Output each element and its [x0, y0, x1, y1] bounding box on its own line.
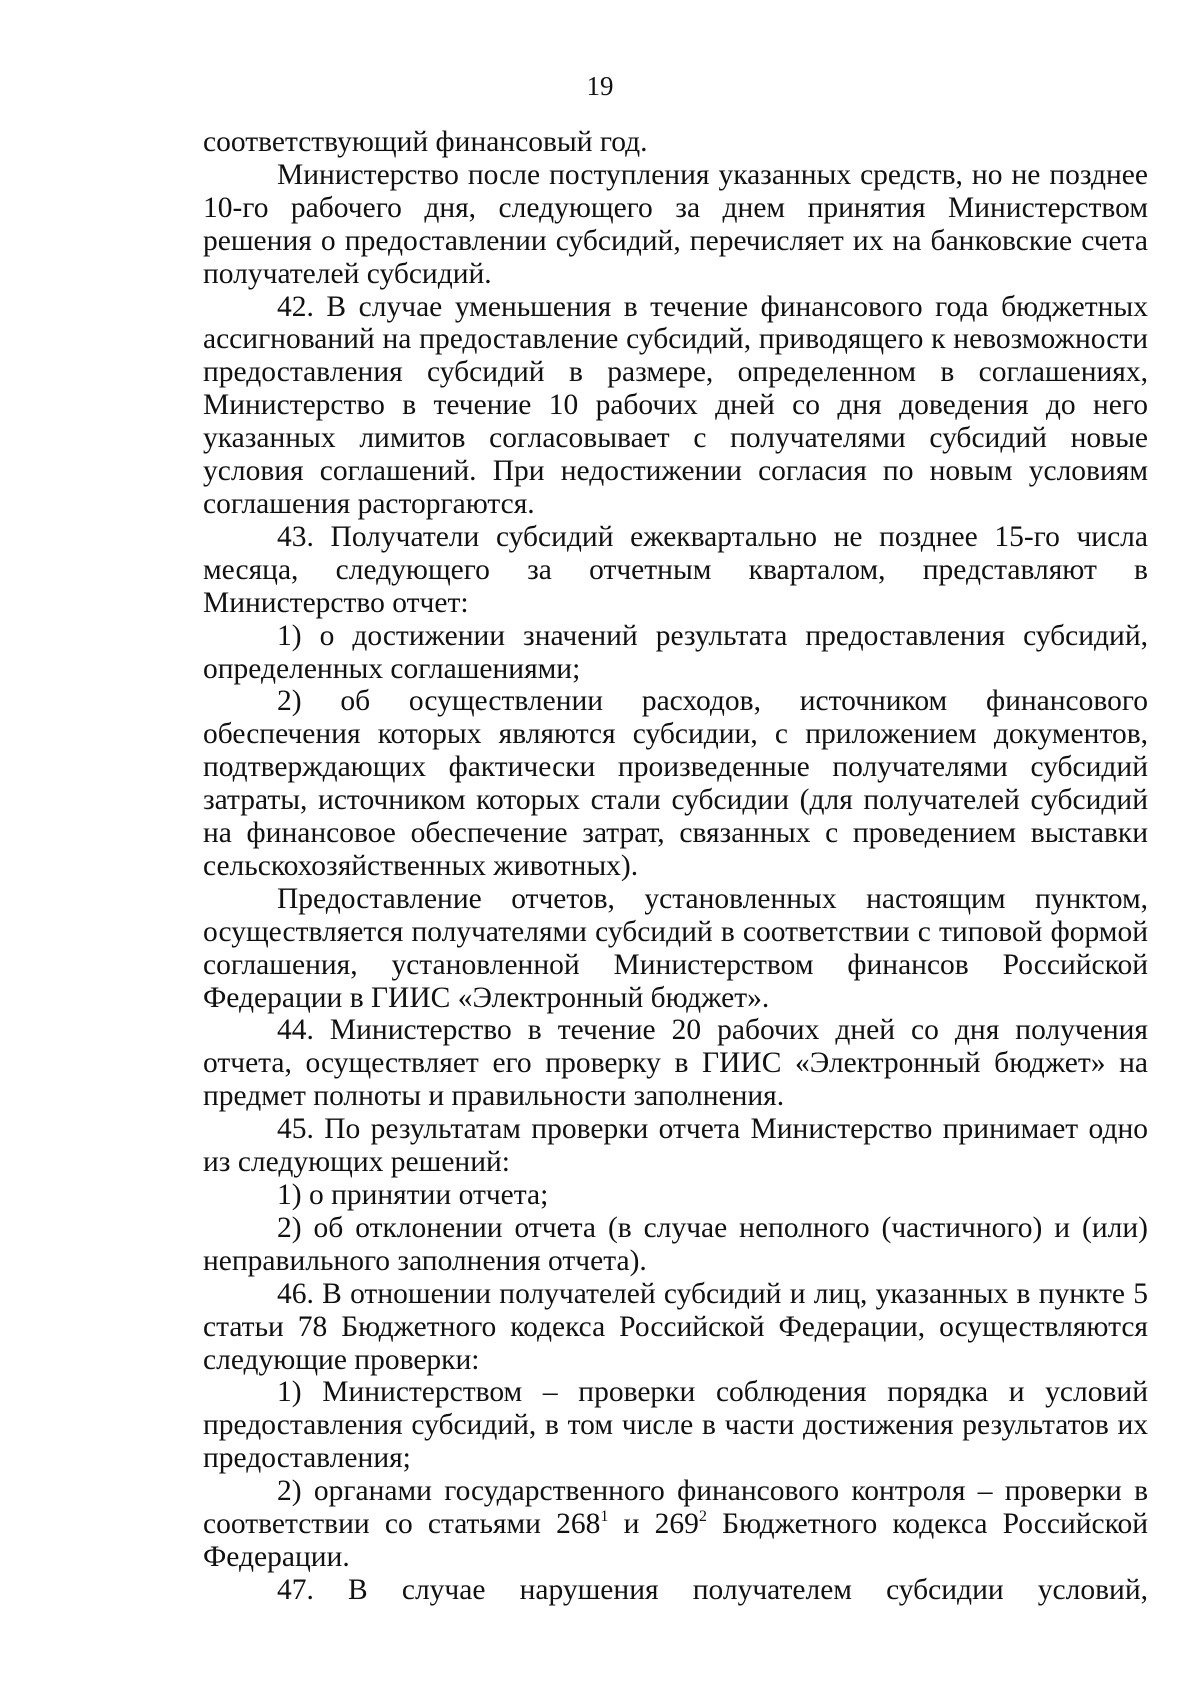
paragraph-text-segment: и 269 [608, 1508, 699, 1541]
paragraph-item-46-sub-1: 1) Министерством – проверки соблюдения порядка и условий предоставления субсидий, в том числе в части достижения результатов их предоставления; [203, 1376, 1148, 1475]
paragraph-continuation: соответствующий финансовый год. [203, 126, 648, 158]
paragraph-item-42: 42. В случае уменьшения в течение финансового года бюджетных ассигнований на предоставление субсидий, приводящего к невозможности предоставления субсидий в размере, определенном в соглашениях, Министерство в течение 10 рабочих дней со дня доведения до него указанных лимитов согласовывает с получателями субсидий новые условия соглашений. При недостижении согласия по новым условиям соглашения расторгаются. [203, 290, 1148, 520]
paragraph-item-43-sub-1: 1) о достижении значений результата предоставления субсидий, определенных соглашениями; [203, 619, 1148, 685]
paragraph-item-45-sub-1: 1) о принятии отчета; [277, 1179, 549, 1211]
document-body [203, 126, 1148, 1607]
superscript-article-index: 2 [698, 1506, 707, 1525]
paragraph-item-44: 44. Министерство в течение 20 рабочих дней со дня получения отчета, осуществляет его проверку в ГИИС «Электронный бюджет» на предмет полноты и правильности заполнения. [203, 1014, 1148, 1113]
paragraph-item-45: 45. По результатам проверки отчета Министерство принимает одно из следующих решений: [203, 1113, 1148, 1179]
paragraph-item-47: 47. В случае нарушения получателем субсидии условий, [277, 1573, 1148, 1606]
paragraph-item-43-sub-2: 2) об осуществлении расходов, источником финансового обеспечения которых являются субсидии, с приложением документов, подтверждающих фактически произведенные получателями субсидий затраты, источником которых стали субсидии (для получателей субсидий на финансовое обеспечение затрат, связанных с проведением выставки сельскохозяйственных животных). [203, 685, 1148, 882]
paragraph-report-submission: Предоставление отчетов, установленных настоящим пунктом, осуществляется получателями субсидий в соответствии с типовой формой соглашения, установленной Министерством финансов Российской Федерации в ГИИС «Электронный бюджет». [203, 882, 1148, 1014]
superscript-article-index: 1 [600, 1506, 609, 1525]
page-number: 19 [586, 71, 614, 101]
paragraph-item-46-sub-2 [203, 1475, 1148, 1574]
paragraph-item-46: 46. В отношении получателей субсидий и лиц, указанных в пункте 5 статьи 78 Бюджетного кодекса Российской Федерации, осуществляются следующие проверки: [203, 1277, 1148, 1376]
paragraph-text-segment: 2) органами государственного финансового контроля – проверки в соответствии со статьями 268 [203, 1475, 1148, 1541]
paragraph-item-43: 43. Получатели субсидий ежеквартально не позднее 15-го числа месяца, следующего за отчетным кварталом, представляют в Министерство отчет: [203, 520, 1148, 619]
paragraph-text-segment: Бюджетного кодекса Российской Федерации. [203, 1508, 1149, 1573]
paragraph-item-45-sub-2: 2) об отклонении отчета (в случае неполного (частичного) и (или) неправильного заполнения отчета). [203, 1211, 1148, 1277]
paragraph-transfer-of-funds: Министерство после поступления указанных средств, но не позднее 10-го рабочего дня, следующего за днем принятия Министерством решения о предоставлении субсидий, перечисляет их на банковские счета получателей субсидий. [203, 158, 1148, 290]
